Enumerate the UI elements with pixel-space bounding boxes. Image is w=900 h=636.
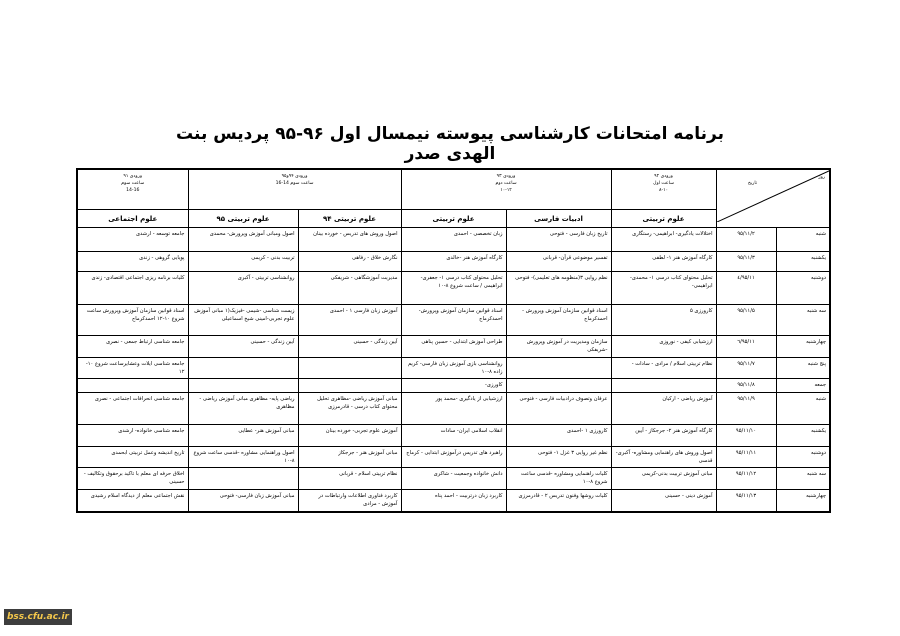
table-row <box>77 447 830 468</box>
exam-cell: تاریخ زبان فارسی - فتوحی <box>506 228 611 252</box>
page-title: برنامه امتحانات کارشناسی پیوسته نیمسال اول ۹۶-۹۵ پردیس بنت الهدی صدر <box>176 124 724 164</box>
exam-cell: تاریخ اندیشه وعمل تربیتی ابحمدی <box>77 447 188 468</box>
date-cell: ۹۵/۱۱/۷ <box>716 358 776 379</box>
group-entry-label: ورودی ۹۱ <box>123 174 143 179</box>
exam-cell: عرفان وتصوف درادبیات فارسی - فتوحی <box>506 393 611 425</box>
date-cell: ۹۵/۱۱/۵ <box>716 305 776 336</box>
date-cell: ۹۵/۱۱/۳ <box>716 252 776 272</box>
day-cell: یکشنبه <box>776 425 830 447</box>
date-cell: ۹۵/۱۱/۸ <box>716 379 776 393</box>
exam-cell: زبان تخصصی - احمدی <box>401 228 506 252</box>
column-header: علوم تربیتی ۹۴ <box>298 210 401 228</box>
exam-cell: جامعه شناسی خانواده- ارشدی <box>77 425 188 447</box>
exam-cell: راهبرد های تدریس درآموزش ابتدایی - کرماج <box>401 447 506 468</box>
date-cell: ۹۵/۱۱/۱۰ <box>716 425 776 447</box>
exam-cell: کارگاه آموزش هنر -خالدی <box>401 252 506 272</box>
header-corner-cell <box>716 169 830 228</box>
exam-cell <box>506 379 611 393</box>
group-header-92 <box>611 169 716 210</box>
day-cell: سه شنبه <box>776 305 830 336</box>
table-row <box>77 228 830 252</box>
exam-schedule-table <box>76 168 831 513</box>
exam-cell: تفسیر موضوعی قرآن- قربانی <box>506 252 611 272</box>
exam-cell: کارورزی ۵ <box>611 305 716 336</box>
exam-cell: اسناد قوانین سازمان آموزش وپرورش - احمدکرماج <box>506 305 611 336</box>
exam-cell: آیین زندگی - حسینی <box>298 336 401 358</box>
day-header-label: روز <box>818 175 826 180</box>
exam-cell <box>77 379 188 393</box>
exam-cell: طراحی آموزش ابتدایی - حسین پناهی <box>401 336 506 358</box>
exam-cell: کارگاه آموزش هنر ۲- جرجکاز - آیین <box>611 425 716 447</box>
day-cell: شنبه <box>776 393 830 425</box>
exam-cell: اصول ومبانی آموزش وپرورش- محمدی <box>188 228 298 252</box>
diagonal-divider-icon <box>717 170 831 222</box>
date-header-label: تاریخ <box>747 181 758 186</box>
group-entry-label: ورودی ۹۲ <box>654 174 673 179</box>
table-row <box>77 358 830 379</box>
day-cell: سه شنبه <box>776 468 830 490</box>
exam-cell: اخلاق حرفه ای معلم با تاکید برحقوق وتکالیف - حسینی <box>77 468 188 490</box>
exam-cell: تحلیل محتوای کتاب درسی ۱- جعفری-ابراهیمی / ساعت شروع ۸-۱۰ <box>401 272 506 305</box>
exam-cell: آموزش دینی - حسینی <box>611 490 716 512</box>
exam-cell: کاربرد فناوری اطلاعات وارتباطات در آموزش - مرادی <box>298 490 401 512</box>
exam-cell: نقش اجتماعی معلم از دیدگاه اسلام رشیدی <box>77 490 188 512</box>
exam-cell <box>298 358 401 379</box>
exam-cell: اصول وروش های راهنمایی ومشاوره- آکبری- قدسی <box>611 447 716 468</box>
exam-cell: اسناد قوانین سازمان آموزش وپرورش- احمدکرماج <box>401 305 506 336</box>
exam-cell: سازمان ومدیریت در آموزش وپرورش -شریفکی <box>506 336 611 358</box>
group-session-label: ساعت اول <box>653 181 674 186</box>
exam-cell: ارزشیابی از یادگیری -محمد پور <box>401 393 506 425</box>
table-row <box>77 393 830 425</box>
exam-cell: پویایی گروهی - زندی <box>77 252 188 272</box>
column-header: علوم تربیتی <box>611 210 716 228</box>
group-time-label: 14-16 <box>126 188 140 193</box>
exam-cell: جامعه توسعه - ارشدی <box>77 228 188 252</box>
exam-cell: اختلالات یادگیری- ابراهیمی- رستگاری <box>611 228 716 252</box>
column-header: علوم تربیتی ۹۵ <box>188 210 298 228</box>
exam-cell: نظم غیر روایی ۳ غزل ۱- فتوحی <box>506 447 611 468</box>
exam-cell: کارگاه آموزش هنر ۱- لطفی <box>611 252 716 272</box>
day-cell: پنج شنبه <box>776 358 830 379</box>
table-row <box>77 305 830 336</box>
date-cell: ۹۵/۱۱/۱۲ <box>716 468 776 490</box>
exam-cell: زیست شناسی -شیمی -فیزیک(۱ مبانی آموزش علوم تجربی-امینی شیخ اسماعیلی <box>188 305 298 336</box>
exam-cell: روانشناسی بازی آموزش زبان فارسی- کریم زاده ۸-۱۰ <box>401 358 506 379</box>
exam-cell <box>188 358 298 379</box>
exam-cell: اصول وروش های تدریس - خورده بینان <box>298 228 401 252</box>
exam-cell: مدیریت آموزشگاهی - شریفکی <box>298 272 401 305</box>
exam-cell: جامعه شناسی انحرافات اجتماعی - نصری <box>77 393 188 425</box>
day-cell: چهارشنبه <box>776 490 830 512</box>
exam-cell: آموزش علوم تجربی- خورده بینان <box>298 425 401 447</box>
exam-cell: تربیت بدنی - کریمی <box>188 252 298 272</box>
exam-cell: جامعه شناسی ایلات وعشایرساعت شروع ۱۰- ۱۲ <box>77 358 188 379</box>
exam-cell: تحلیل محتوای کتاب درسی ۱- محمدی- ابراهیمی- <box>611 272 716 305</box>
table-row <box>77 379 830 393</box>
exam-cell: دانش خانواده وجمعیت - شاکری <box>401 468 506 490</box>
column-header: علوم اجتماعی <box>77 210 188 228</box>
day-cell: شنبه <box>776 228 830 252</box>
day-cell: یکشنبه <box>776 252 830 272</box>
table-row <box>77 272 830 305</box>
exam-cell: مبانی آموزش زبان فارسی- فتوحی <box>188 490 298 512</box>
exam-cell: کلیات راهنمایی ومشاوره -قدسی ساعت شروع ۸-۱۰ <box>506 468 611 490</box>
date-cell: ۹۵/۱۱/۱۱ <box>716 447 776 468</box>
table-row <box>77 252 830 272</box>
exam-cell: اصول وراهنمایی مشاوره -قدسی ساعت شروع ۸-۱۰ <box>188 447 298 468</box>
site-watermark: bss.cfu.ac.ir <box>4 609 72 625</box>
exam-cell: کاورزی- <box>401 379 506 393</box>
table-row <box>77 336 830 358</box>
exam-cell: مبانی آموزش ریاضی -مظاهری تحلیل محتوای کتاب درسی - قادرمرزی <box>298 393 401 425</box>
exam-cell: کلیات روشها وفنون تدریس ۲ - قادرمرزی <box>506 490 611 512</box>
group-session-label: ساعت دوم <box>495 181 517 186</box>
exam-cell: آیین زندگی - حسینی <box>188 336 298 358</box>
group-time-label: ۱۰-۱۲ <box>500 188 512 193</box>
exam-cell: جامعه شناسی ارتباط جمعی - نصری <box>77 336 188 358</box>
day-cell: جمعه <box>776 379 830 393</box>
date-cell: ۹۵/۱۱/۱۳ <box>716 490 776 512</box>
date-cell: ۹۵/۱۱/۹ <box>716 393 776 425</box>
column-header: علوم تربیتی <box>401 210 506 228</box>
exam-cell: مبانی آموزش تربیت بدنی-کریمی <box>611 468 716 490</box>
exam-cell: کارورزی ۱ -احمدی <box>506 425 611 447</box>
exam-cell: کاربرد زبان درتربیت - احمد پناه <box>401 490 506 512</box>
exam-cell: مبانی آموزش هنر- عطایی <box>188 425 298 447</box>
exam-cell: مبانی آموزش هنر - جرجکاز <box>298 447 401 468</box>
group-session-label: ساعت سوم 14-16 <box>275 181 314 186</box>
exam-cell: نظم روایی ۳(منظومه های تعلیمی)- فتوحی <box>506 272 611 305</box>
day-cell: دوشنبه <box>776 447 830 468</box>
exam-cell <box>506 358 611 379</box>
exam-cell: آموزش زبان فارسی ۱ - احمدی <box>298 305 401 336</box>
table-row <box>77 425 830 447</box>
table-row <box>77 490 830 512</box>
exam-cell: آموزش ریاضی - ارکیان <box>611 393 716 425</box>
exam-cell <box>298 379 401 393</box>
exam-cell: ارزشیابی کیفی - نوروزی <box>611 336 716 358</box>
group-session-label: ساعت سوم <box>121 181 145 186</box>
date-cell: ۹۵/۱۱/٤ <box>716 272 776 305</box>
exam-cell: انقلاب اسلامی ایران- سادات <box>401 425 506 447</box>
date-cell: ۹۵/۱۱/۲ <box>716 228 776 252</box>
group-header-94-95 <box>188 169 401 210</box>
day-cell: چهارشنبه <box>776 336 830 358</box>
exam-cell: ریاضی پایه- مظاهری مبانی آموزش ریاضی - مظاهری <box>188 393 298 425</box>
exam-cell: نگارش خلاق - رفاهی <box>298 252 401 272</box>
exam-cell: نظام تربیتی اسلام / مرادی - سادات - <box>611 358 716 379</box>
table-row <box>77 468 830 490</box>
exam-cell: روانشناسی تربیتی - آکبری <box>188 272 298 305</box>
group-time-label: ۸-۱۰ <box>659 188 669 193</box>
day-cell: دوشنبه <box>776 272 830 305</box>
date-cell: ۹۵/۱۱/٦ <box>716 336 776 358</box>
group-header-93 <box>401 169 611 210</box>
exam-cell <box>611 379 716 393</box>
group-header-91 <box>77 169 188 210</box>
group-entry-label: ورودی ۹۳ <box>496 174 516 179</box>
exam-cell: کلیات برنامه ریزی اجتماعی اقتصادی- زندی <box>77 272 188 305</box>
group-entry-label: ورودی ۹۴و۹۵ <box>281 174 308 179</box>
exam-cell <box>188 468 298 490</box>
exam-cell: اسناد قوانین سازمان آموزش وپرورش ساعت شروع ۱۰-۱۲ احمدکرماج <box>77 305 188 336</box>
column-header: ادبیات فارسی <box>506 210 611 228</box>
exam-cell: نظام تربیتی اسلام - قربانی <box>298 468 401 490</box>
exam-cell <box>188 379 298 393</box>
